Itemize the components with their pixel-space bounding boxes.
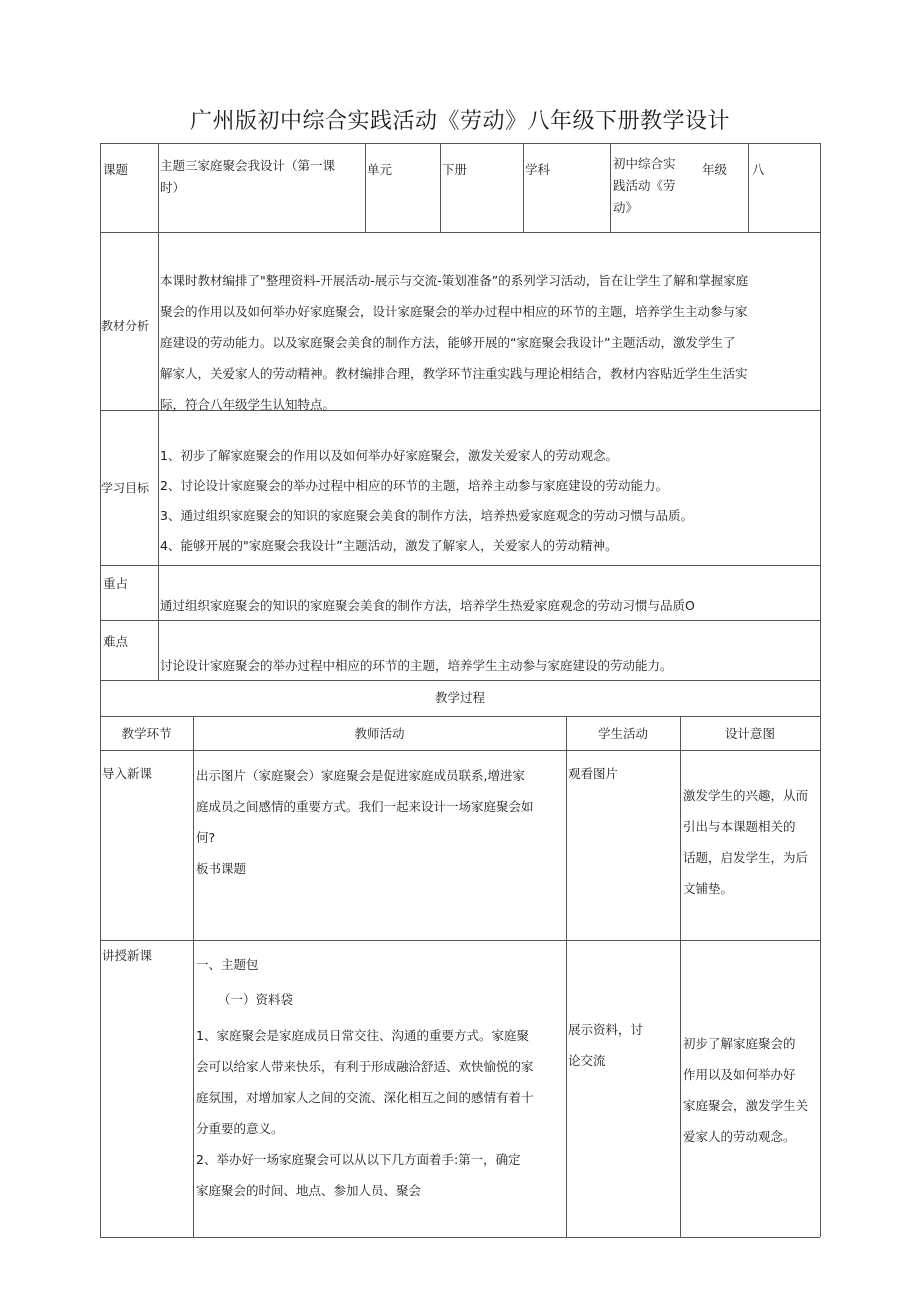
grade-value: 八 bbox=[752, 162, 765, 177]
objectives-label: 学习目标 bbox=[101, 481, 150, 495]
difficulty-label: 难点 bbox=[103, 634, 129, 649]
process-heading: 教学过程 bbox=[434, 690, 485, 705]
objectives-text: 1、初步了解家庭聚会的作用以及如何举办好家庭聚会，激发关爱家人的劳动观念。 2、讨论设计家庭聚会的举办过程中相应的环节的主题，培养主动参与家庭建设的劳动能力。 3、通过组织家庭聚会的知识的家庭聚会美食的制作方法，培养热爱家庭观念的劳动习惯与品质。 4、能够开展的"家庭聚会我设计”主题活动，激发了解家人，关爱家人的劳动精神。 bbox=[160, 448, 693, 553]
row1-teacher: 出示图片（家庭聚会）家庭聚会是促进家庭成员联系,增进家 庭成员之间感情的重要方式。我们一起来设计一场家庭聚会如 何? 板书课题 bbox=[196, 768, 534, 876]
column-header-teacher: 教师活动 bbox=[354, 726, 405, 741]
subject-value: 初中综合实 践活动《劳 动》 bbox=[613, 156, 676, 215]
key-point-label: 重占 bbox=[103, 576, 129, 591]
document-title: 广州版初中综合实践活动《劳动》八年级下册教学设计 bbox=[189, 109, 730, 134]
row2-student: 展示资料，讨 论交流 bbox=[568, 1022, 644, 1068]
column-header-intent: 设计意图 bbox=[724, 726, 775, 741]
unit-label: 单元 bbox=[367, 162, 393, 177]
row1-student: 观看图片 bbox=[568, 766, 619, 781]
subject-label: 学科 bbox=[525, 162, 551, 177]
row2-intent: 初步了解家庭聚会的 作用以及如何举办好 家庭聚会，激发学生关 爱家人的劳动观念。 bbox=[683, 1036, 809, 1144]
grade-label: 年级 bbox=[702, 162, 728, 177]
row1-intent: 激发学生的兴趣，从而 引出与本课题相关的 话题，启发学生，为后 文铺垫。 bbox=[683, 788, 809, 896]
row1-stage: 导入新课 bbox=[102, 766, 153, 781]
column-header-stage: 教学环节 bbox=[121, 726, 172, 741]
column-header-student: 学生活动 bbox=[597, 726, 648, 741]
material-text: 本课时教材编排了"整理资料-开展活动-展示与交流-策划准备”的系列学习活动，旨在让学生了解和掌握家庭 聚会的作用以及如何举办好家庭聚会，设计家庭聚会的举办过程中相应的环节的主题，培养学生主动参与家 庭建设的劳动能力。以及家庭聚会美食的制作方法，能够开展的“家庭聚会我设计”主题活动，激发学生了 解家人，关爱家人的劳动精神。教材编排合理，教学环节注重实践与理论相结合，教材内容贴近学生生活实 际，符合八年级学生认知特点。 bbox=[160, 273, 749, 412]
row2-stage: 讲授新课 bbox=[102, 948, 153, 963]
lesson-label: 课题 bbox=[103, 162, 129, 177]
material-label: 教材分析 bbox=[101, 319, 150, 333]
key-point-text: 通过组织家庭聚会的知识的家庭聚会美食的制作方法，培养学生热爱家庭观念的劳动习惯与品质O bbox=[160, 598, 695, 613]
lesson-value: 主题三家庭聚会我设计（第一课 时） bbox=[160, 158, 336, 195]
row2-teacher-heading: 一、主题包 bbox=[196, 957, 259, 972]
unit-value: 下册 bbox=[442, 162, 468, 177]
row2-teacher-subheading: （一）资料袋 bbox=[218, 992, 294, 1007]
row2-teacher-text: 1、家庭聚会是家庭成员日常交往、沟通的重要方式。家庭聚 会可以给家人带来快乐，有利于形成融洽舒适、欢快愉悦的家 庭氛围，对增加家人之间的交流、深化相互之间的感情有着十 分重要的意义。 2、举办好一场家庭聚会可以从以下几方面着手:第一，确定 家庭聚会的时间、地点、参加人员、聚会 bbox=[196, 1028, 534, 1198]
difficulty-text: 讨论设计家庭聚会的举办过程中相应的环节的主题，培养学生主动参与家庭建设的劳动能力。 bbox=[160, 658, 673, 673]
